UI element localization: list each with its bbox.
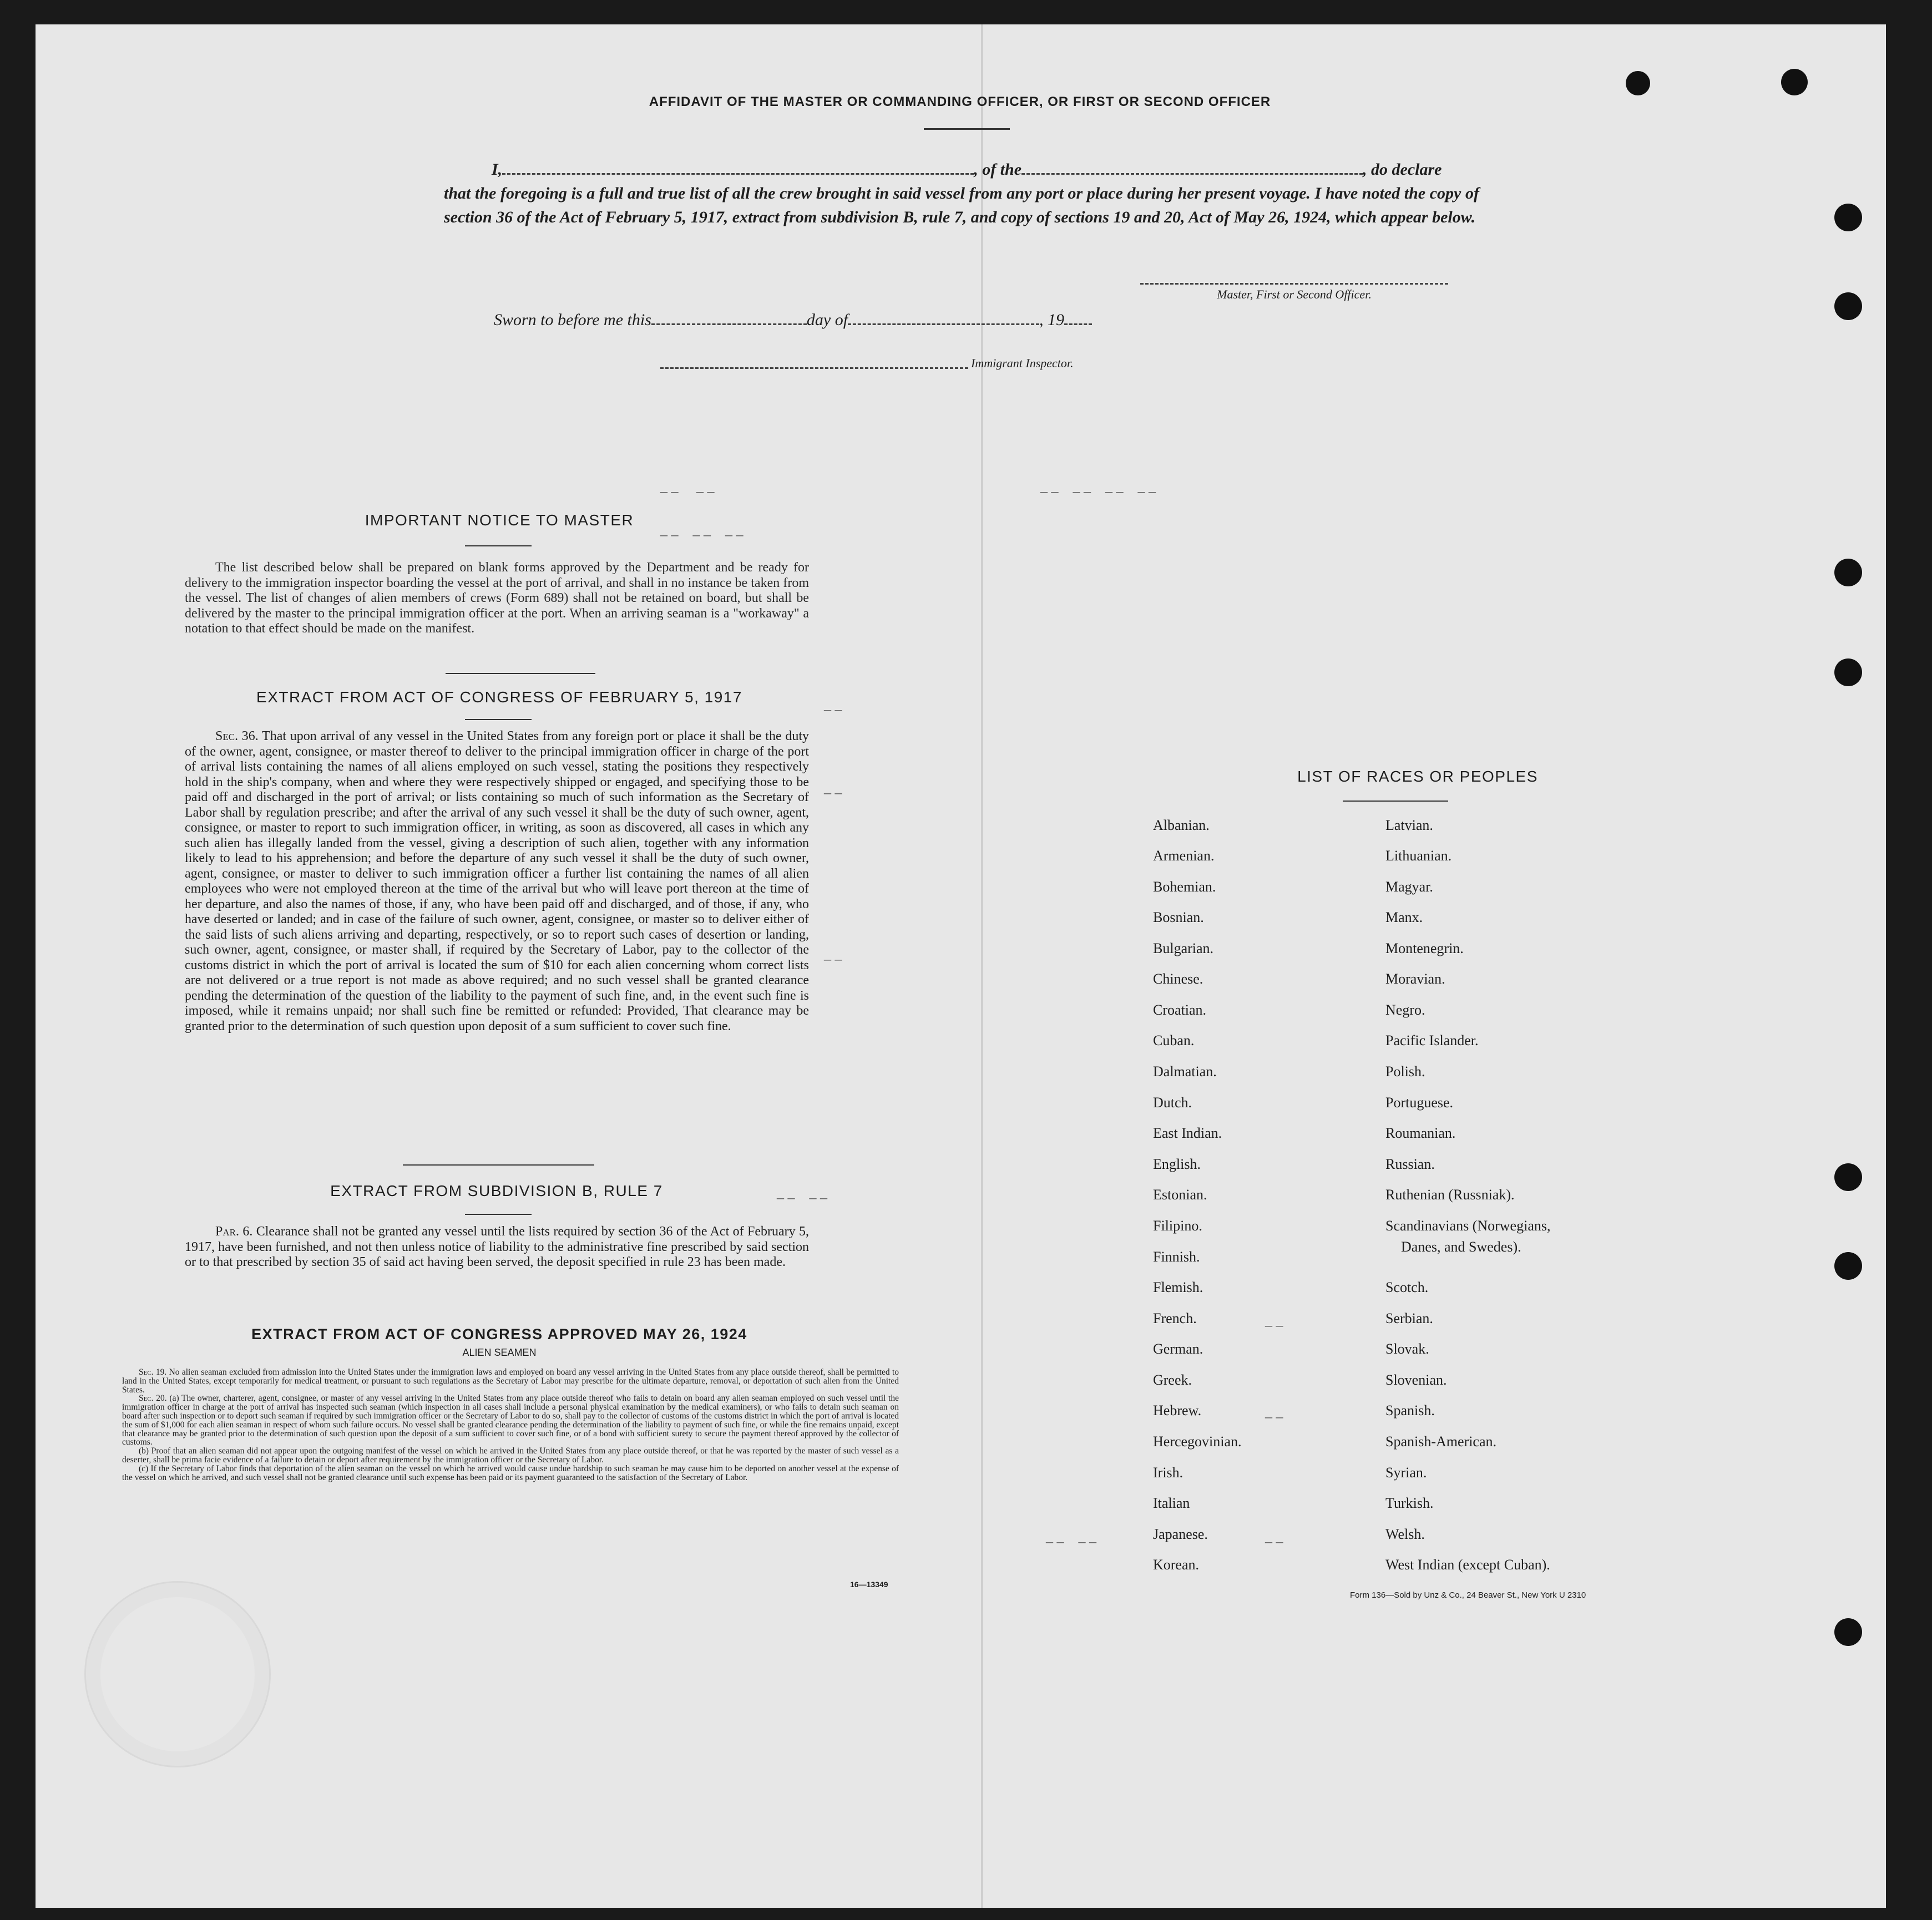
race-item: Roumanian. [1385,1125,1456,1141]
section-20-label: Sec. 20. [139,1394,167,1404]
race-item: Greek. [1153,1372,1192,1388]
race-item: Bulgarian. [1153,940,1214,956]
sworn-year-blank[interactable] [1064,323,1092,325]
bleed-mark: _ _ [824,946,842,962]
section-20c: (c) If the Secretary of Labor finds that deportation of the alien seaman on the vessel on which he arrived would cause undue hardship to such seaman he may cause him to be deported on another vessel at the expense of the vessel on which he arrived, and such vessel shall not be granted clearance until such expense has been paid or its payment guaranteed to the satisfaction of the Secretary of Labor. [122,1463,899,1482]
sworn-line [494,308,1160,332]
divider [403,1164,594,1166]
race-item: Hebrew. [1153,1402,1202,1419]
punch-hole [1834,658,1862,686]
extract-1917-rule [465,719,532,720]
section-19 [122,1368,899,1394]
race-item: Ruthenian (Russniak). [1385,1187,1515,1203]
race-item: Danes, and Swedes). [1401,1239,1521,1255]
bleed-mark: _ _ [1265,1312,1283,1328]
day-of-label: day of [806,311,848,329]
title-rule [924,128,1010,130]
sworn-month-blank[interactable] [848,323,1039,325]
name-blank[interactable] [502,173,974,175]
form-sale-note: Form 136—Sold by Unz & Co., 24 Beaver St., New York U 2310 [1350,1590,1586,1600]
races-title: LIST OF RACES OR PEOPLES [1297,768,1538,785]
race-item: Cuban. [1153,1032,1195,1048]
race-item: Croatian. [1153,1002,1207,1018]
inspector-signature-line[interactable] [660,367,968,369]
affidavit-title: AFFIDAVIT OF THE MASTER OR COMMANDING OFFICER, OR FIRST OR SECOND OFFICER [649,94,1271,109]
race-item: Negro. [1385,1002,1425,1018]
par-6-text: Clearance shall not be granted any vessel until the lists required by section 36 of the Act of February 5, 1917, have been furnished, and not then unless notice of liability to the administrative fine prescribed by said section or to that prescribed by section 35 of said act having been served, the deposit specified in rule 23 has been made. [185,1224,810,1269]
race-item: Montenegrin. [1385,940,1464,956]
bleed-mark: _ _ _ _ _ _ [660,521,744,538]
race-item: Albanian. [1153,817,1210,833]
extract-1924-title: EXTRACT FROM ACT OF CONGRESS APPROVED MAY 26, 1924 [251,1326,747,1343]
notice-text: The list described below shall be prepared on blank forms approved by the Department and be ready for delivery to the immigration inspector boarding the vessel at the port of arrival, and shall in no instance be taken from the vessel. The list of changes of alien members of crews (Form 689) shall not be retained on board, but shall be delivered by the master to the principal immigration officer at the port. When an arriving seaman is a "workaway" a notation to that effect should be made on the manifest. [185,560,809,636]
declarant-label: I, [492,160,503,179]
embossed-seal [84,1581,271,1767]
race-item: Dutch. [1153,1095,1192,1111]
alien-seamen-subtitle: ALIEN SEAMEN [462,1347,537,1358]
race-item: Spanish-American. [1385,1433,1497,1450]
race-item: Slovenian. [1385,1372,1447,1388]
bleed-mark: _ _ _ _ _ _ _ _ [1040,478,1156,494]
section-20b: (b) Proof that an alien seaman did not appear upon the outgoing manifest of the vessel on which he arrived in the United States from any place outside thereof, or that he was reported by the master of such vessel as a deserter, shall be prima facie evidence of a failure to detain or deport after requirement by the immigration officer or the Secretary of Labor. [122,1446,899,1465]
race-item: Manx. [1385,909,1423,925]
punch-hole [1626,71,1650,95]
bleed-mark: _ _ _ _ [777,1184,827,1200]
bleed-mark: _ _ [1265,1528,1283,1544]
race-item: Finnish. [1153,1249,1200,1265]
section-36-text: That upon arrival of any vessel in the United States from any foreign port or place it shall be the duty of the owner, agent, consignee, or master thereof to deliver to the principal immigration officer in charge of the port of arrival lists containing the names of all aliens employed on such vessel, stating the positions they respectively hold in the ship's company, when and where they were respectively shipped or engaged, and specifying those to be paid off and discharged in the port of arrival; or lists containing so much of such information as the Secretary of Labor shall by regulation prescribe; and after the arrival of any such vessel it shall be the duty of such owner, agent, consignee, or master to report to such immigration officer, in writing, as soon as discovered, all cases in which any such alien has illegally landed from the vessel, giving a description of such alien, together with any information likely to lead to his apprehension; and before the departure of any such vessel it shall be the duty of such owner, agent, consignee, or master to deliver to such immigration officer a further list containing the names of all alien employees who were not employed thereon at the time of the arrival but who will leave port thereon at the time of her departure, and also the names of those, if any, who have been paid off and discharged, and of those, if any, who have deserted or landed; and in case of the failure of such owner, agent, consignee, or master so to deliver either of the said lists of such aliens arriving and departing, respectively, or so to report such cases of desertion or landing, such owner, agent, consignee, or master shall, if required by the Secretary of Labor, pay to the collector of the customs district in which the port of arrival is located the sum of $10 for each alien concerning whom correct lists are not delivered or a true report is not made as above required; and no such vessel shall be granted clearance pending the determination of the question of the liability to the payment of such fine, and, in the event such fine is imposed, while it remains unpaid; nor shall such fine be remitted or refunded: Provided, That clearance may be granted prior to the determination of such question upon deposit of a sum sufficient to cover such fine. [185,729,809,1034]
race-item: Russian. [1385,1156,1435,1172]
race-item: Portuguese. [1385,1095,1454,1111]
race-item: Hercegovinian. [1153,1433,1242,1450]
race-item: French. [1153,1310,1197,1326]
declaration-line-1 [492,158,1479,181]
form-number: 16—13349 [850,1580,888,1589]
vessel-blank[interactable] [1021,173,1363,175]
race-item: Estonian. [1153,1187,1207,1203]
punch-hole [1834,1163,1862,1191]
race-item: Turkish. [1385,1495,1434,1511]
notice-title: IMPORTANT NOTICE TO MASTER [365,511,634,529]
bleed-mark: _ _ [824,696,842,712]
race-item: Magyar. [1385,879,1433,895]
race-item: West Indian (except Cuban). [1385,1557,1550,1573]
race-item: Polish. [1385,1063,1425,1080]
punch-hole [1834,1618,1862,1646]
race-item: Moravian. [1385,971,1445,987]
race-item: Welsh. [1385,1526,1425,1542]
bleed-mark: _ _ _ _ [1046,1528,1096,1544]
section-19-text: No alien seaman excluded from admission into the United States under the immigration laws and employed on board any vessel arriving in the United States from any place outside thereof, shall be permitted to land in the United States, except temporarily for medical treatment, or pursuant to such regulations as the Secretary of Labor may prescribe for the ultimate departure, removal, or deportation of such alien from the United States. [122,1367,899,1395]
declare-label: , do declare [1363,160,1442,179]
extract-rule7-text [185,1224,809,1270]
race-item: Bosnian. [1153,909,1204,925]
race-item: English. [1153,1156,1201,1172]
race-item: Bohemian. [1153,879,1216,895]
section-20a-text: (a) The owner, charterer, agent, consignee, or master of any vessel arriving in the United States from any place outside thereof who fails to detain on board any alien seaman employed on such vessel until the immigration officer in charge at the port of arrival has inspected such seaman (which inspection in all cases shall include a personal physical examination by the medical examiners), or who fails to detain such seaman on board after such inspection or to deport such seaman if required by such immigration officer or the Secretary of Labor to do so, shall pay to the collector of customs of the customs district in which the port of arrival is located the sum of $1,000 for each alien seaman in respect of whom such failure occurs. No vessel shall be granted clearance pending the determination of the liability to payment of such fine, or while the fine remains unpaid, except that clearance may be granted prior to the determination of such question upon the deposit of a sum sufficient to cover such fine, or of a bond with sufficient surety to secure the payment thereof approved by the collector of customs. [122,1394,899,1447]
master-caption: Master, First or Second Officer. [1217,287,1372,301]
of-the-label: , of the [974,160,1022,179]
punch-hole [1834,292,1862,320]
declaration-text: that the foregoing is a full and true list of all the crew brought in said vessel from any port or place during her present voyage. I have noted the copy of section 36 of the Act of February 5, 1917, extract from subdivision B, rule 7, and copy of sections 19 and 20, Act of May 26, 1924, which appear below. [444,184,1479,226]
race-item: Serbian. [1385,1310,1433,1326]
race-item: Flemish. [1153,1279,1203,1295]
year-label: , 19 [1039,311,1065,329]
race-item: Pacific Islander. [1385,1032,1479,1048]
race-item: Korean. [1153,1557,1200,1573]
center-fold [981,24,983,1908]
bleed-mark: _ _ [824,779,842,796]
extract-1924-text [122,1368,899,1482]
race-item: East Indian. [1153,1125,1222,1141]
divider [446,673,595,674]
race-item: Italian [1153,1495,1190,1511]
race-item: Dalmatian. [1153,1063,1217,1080]
punch-hole [1834,559,1862,586]
race-item: Japanese. [1153,1526,1208,1542]
inspector-caption: Immigrant Inspector. [971,356,1074,370]
race-item: Armenian. [1153,848,1215,864]
par-6-label: Par. 6. [215,1224,253,1239]
race-item: Spanish. [1385,1402,1435,1419]
race-item: Slovak. [1385,1341,1429,1357]
race-item: Irish. [1153,1465,1184,1481]
section-20a [122,1394,899,1447]
bleed-mark: _ _ _ _ [660,478,715,494]
race-item: Lithuanian. [1385,848,1452,864]
races-rule [1343,801,1448,802]
master-signature-line[interactable] [1140,283,1448,285]
section-19-label: Sec. 19. [139,1367,167,1377]
race-item: Filipino. [1153,1218,1202,1234]
sworn-label: Sworn to before me this [494,311,651,329]
punch-hole [1781,69,1808,95]
race-item: German. [1153,1341,1203,1357]
notice-rule [465,545,532,546]
race-item: Syrian. [1385,1465,1427,1481]
section-36-label: Sec. 36. [215,729,259,743]
punch-hole [1834,1252,1862,1280]
punch-hole [1834,204,1862,231]
extract-1917-title: EXTRACT FROM ACT OF CONGRESS OF FEBRUARY 5, 1917 [256,688,742,706]
bleed-mark: _ _ [1265,1404,1283,1420]
extract-1917-text [185,729,809,1034]
extract-rule7-rule [465,1214,532,1215]
extract-rule7-title: EXTRACT FROM SUBDIVISION B, RULE 7 [330,1182,663,1199]
race-item: Latvian. [1385,817,1433,833]
race-item: Scotch. [1385,1279,1429,1295]
race-item: Chinese. [1153,971,1203,987]
race-item: Scandinavians (Norwegians, [1385,1218,1551,1234]
sworn-day-blank[interactable] [651,323,807,325]
